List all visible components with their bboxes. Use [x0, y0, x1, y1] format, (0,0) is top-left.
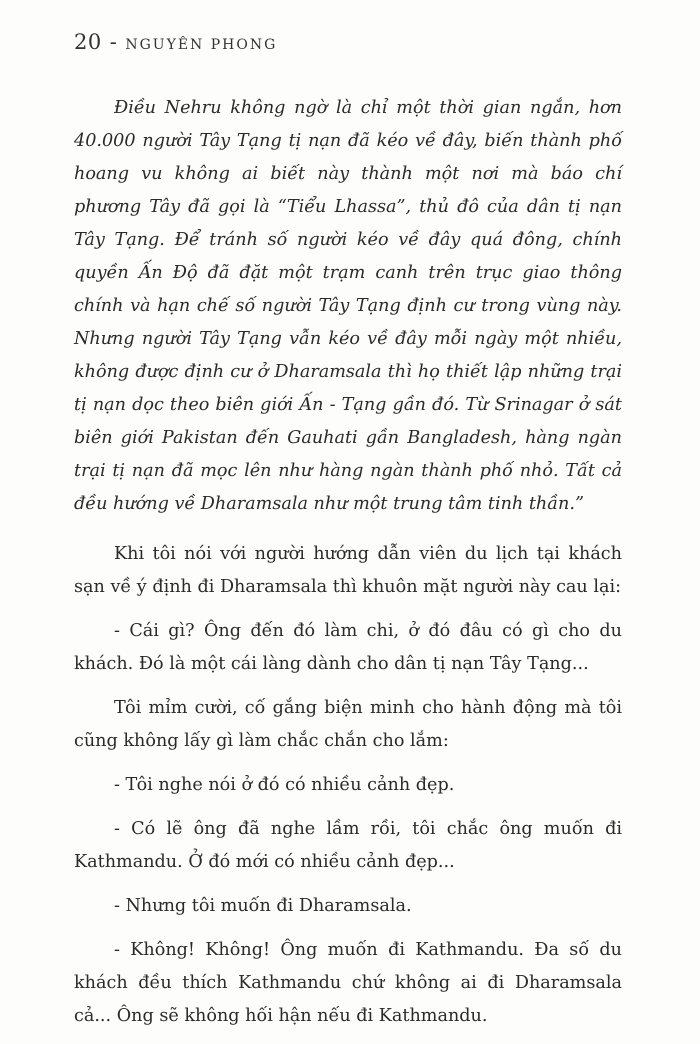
narrative-paragraph: Tôi mỉm cười, cố gắng biện minh cho hành động mà tôi cũng không lấy gì làm chắc chắn cho lắm: — [74, 698, 622, 751]
dialogue-line: - Nhưng tôi muốn đi Dharamsala. — [114, 896, 412, 916]
body-text — [74, 92, 622, 1044]
dialogue-line: - Cái gì? Ông đến đó làm chi, ở đó đâu có gì cho du khách. Đó là một cái làng dành cho dân tị nạn Tây Tạng... — [74, 621, 622, 674]
header-separator: - — [109, 30, 118, 54]
dialogue-line: - Có lẽ ông đã nghe lầm rồi, tôi chắc ông muốn đi Kathmandu. Ở đó mới có nhiều cảnh đẹp... — [74, 819, 622, 872]
author-name: NGUYÊN PHONG — [125, 37, 278, 53]
dialogue-line: - Không! Không! Ông muốn đi Kathmandu. Đa số du khách đều thích Kathmandu chứ không ai đi Dharamsala cả... Ông sẽ không hối hận nếu đi Kathmandu. — [74, 940, 622, 1026]
quote-paragraph: Điều Nehru không ngờ là chỉ một thời gian ngắn, hơn 40.000 người Tây Tạng tị nạn đã kéo về đây, biến thành phố hoang vu không ai biết này thành một nơi mà báo chí phương Tây đã gọi là “Tiểu Lhassa”, thủ đô của dân tị nạn Tây Tạng. Để tránh số người kéo về đây quá đông, chính quyền Ấn Độ đã đặt một trạm canh trên trục giao thông chính và hạn chế số người Tây Tạng định cư trong vùng này. Nhưng người Tây Tạng vẫn kéo về đây mỗi ngày một nhiều, không được định cư ở Dharamsala thì họ thiết lập những trại tị nạn dọc theo biên giới Ấn - Tạng gần đó. Từ Srinagar ở sát biên giới Pakistan đến Gauhati gần Bangladesh, hàng ngàn trại tị nạn đã mọc lên như hàng ngàn thành phố nhỏ. Tất cả đều hướng về Dharamsala như một trung tâm tinh thần.” — [74, 98, 622, 514]
running-head — [74, 30, 277, 54]
narrative-paragraph: Khi tôi nói với người hướng dẫn viên du lịch tại khách sạn về ý định đi Dharamsala thì khuôn mặt người này cau lại: — [74, 544, 622, 597]
dialogue-line: - Tôi nghe nói ở đó có nhiều cảnh đẹp. — [114, 775, 455, 795]
page-number: 20 — [74, 30, 102, 54]
